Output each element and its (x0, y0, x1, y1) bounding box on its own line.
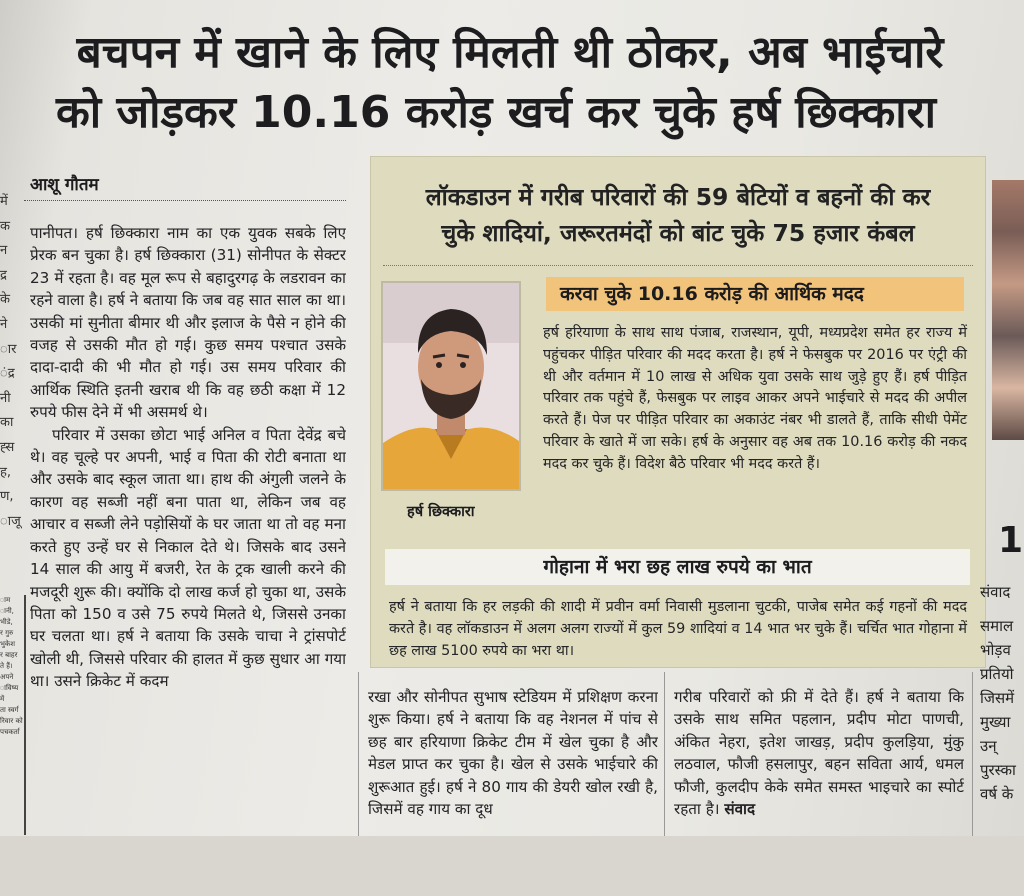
left-edge-line: ार (0, 341, 17, 357)
adjacent-line: मुख्या (980, 713, 1011, 731)
left-box-line: पचकर्ता (0, 728, 20, 736)
photo-caption: हर्ष छिक्कारा (407, 504, 475, 520)
spacer (980, 604, 1024, 614)
portrait-photo (381, 281, 521, 491)
byline-divider (24, 200, 346, 201)
left-edge-line: में (0, 194, 8, 209)
left-edge-line: ने (0, 316, 8, 332)
article-column-3 (674, 686, 964, 836)
box-subheading-1: करवा चुके 10.16 करोड़ की आर्थिक मदद (546, 277, 964, 311)
left-edge-line: न (0, 243, 8, 259)
left-edge-line: क (0, 218, 10, 234)
box-subheading-2: गोहाना में भरा छह लाख रुपये का भात (385, 549, 970, 585)
article-column-1 (30, 222, 346, 836)
column-divider (972, 672, 973, 836)
left-box-line: ानी, (0, 607, 14, 615)
credit-line: संवाद (724, 800, 756, 819)
left-edge-line: के (0, 292, 10, 308)
left-edge-line: द्र (0, 267, 7, 283)
adjacent-line: संवाद (980, 583, 1011, 601)
left-box-line: ाम (0, 596, 11, 604)
headline-line-2: को जोड़कर 10.16 करोड़ खर्च कर चुके हर्ष छिक्कारा (55, 87, 937, 138)
box-headline-line-1: लॉकडाउन में गरीब परिवारों की 59 बेटियों व बहनों की कर (425, 183, 931, 211)
left-box-line: र गुरु (0, 629, 14, 637)
box-headline-line-2: चुके शादियां, जरूरतमंदों को बांट चुके 75 हजार कंबल (441, 219, 915, 247)
highlight-box (370, 156, 986, 668)
left-edge-line: ण, (0, 489, 14, 505)
adjacent-line: समाल (980, 617, 1014, 635)
adjacent-line: उन् (980, 737, 997, 755)
left-edge-line: ह, (0, 464, 12, 480)
left-box-line: अपने (0, 673, 14, 681)
column-3-text: गरीब परिवारों को फ्री में देते हैं। हर्ष ने बताया कि उसके साथ समित पहलान, प्रदीप मोटा पाणची, अंकित नेहरा, इतेश जाखड़, प्रदीप कुलड़िया, मुंकु लठवाल, फौजी हसलापुर, बहन सविता आर्य, धमल फौजी, कुलदीप केके समेत समस्त भाइचारे का स्पोर्ट रहता है। (674, 688, 964, 819)
left-box-line: र बाहर (0, 651, 18, 659)
column-divider (358, 672, 359, 836)
left-box-line: ते हैं। (0, 662, 13, 670)
left-edge-line: ंद्र (0, 366, 15, 382)
left-edge-line: ह्स (0, 439, 15, 455)
left-adjacent-box (0, 595, 26, 835)
author-byline: आशू गौतम (30, 175, 99, 195)
box-body-2: हर्ष ने बताया कि हर लड़की की शादी में प्रवीन वर्मा निवासी मुडलाना चुटकी, पाजेब समेत कई गहनों की मदद करते है। वह लॉकडाउन में अलग अलग राज्यों में कुल 59 शादियां व 14 भात भर चुके हैं। चर्चित भात गोहाना में छह लाख 5100 रुपये का भरा था। (389, 599, 967, 659)
left-edge-line: नी (0, 390, 11, 406)
adjacent-line: जिसमें (980, 689, 1015, 707)
left-box-line: भुकेश (0, 640, 16, 648)
headline-line-1: बचपन में खाने के लिए मिलती थी ठोकर, अब भाईचारे (76, 27, 944, 78)
adjacent-line: पुरस्का (980, 761, 1016, 779)
paragraph: परिवार में उसका छोटा भाई अनिल व पिता देवेंद्र बचे थे। वह चूल्हे पर अपनी, भाई व पिता की रोटी बनाता था और उसके बाद स्कूल जाता था। हाथ की अंगुली जलने के कारण वह सब्जी नहीं बना पाता था, लेकिन जब वह आचार व सब्जी लेने पड़ोसियों के घर जाता था तो वह मना करते हुए उन्हें घर से निकाल देते थे। जिसके बाद उसने 14 साल की आयु में बजरी, रेत के ट्रक खाली करने की मजदूरी शुरू की। क्योंकि दो लाख कर्ज हो चुका था, उसके पिता को 150 व उसे 75 रुपये मिलते थे, जिससे उनका घर चलता था। हर्ष ने बताया कि उसके चाचा ने ट्रांसपोर्ट खोली थी, जिससे परिवार की हालत में कुछ सुधार आ गया था। उसने क्रिकेट में कदम (30, 425, 346, 691)
left-box-line: भीडे, (0, 618, 13, 626)
box-body-1: हर्ष हरियाणा के साथ साथ पंजाब, राजस्थान, यूपी, मध्यप्रदेश समेत हर राज्य में पहुंचकर पीड़ित परिवार की मदद करता है। हर्ष ने फेसबुक पर 2016 पर एंट्री की थी और वर्तमान में 10 लाख से अधिक युवा उसके साथ जुड़े हुए हैं। हर्ष पीड़ित परिवार तक पहुंचे हैं, फेसबुक पर लाइव आकर अपने भाईचारे से मदद की अपील करते हैं। पेज पर पीड़ित परिवार का अकाउंट नंबर भी डालते हैं, ताकि सीधी पेमेंट परिवार के खाते में जा सके। हर्ष के अनुसार वह अब तक 10.16 करोड़ की नकद मदद कर चुके हैं। विदेश बैठे परिवार भी मदद करते हैं। (543, 325, 967, 472)
left-edge-column (0, 190, 22, 550)
box-headline (371, 179, 985, 251)
adjacent-line: वर्ष के (980, 785, 1014, 803)
paragraph: पानीपत। हर्ष छिक्कारा नाम का एक युवक सबके लिए प्रेरक बन चुका है। हर्ष छिक्कारा (31) सोनीपत के सेक्टर 23 में रहता है। वह मूल रूप से बहादुरगढ़ के लडरावन का रहने वाला है। हर्ष ने बताया कि जब वह सात साल का था। उसकी मां सुनीता बीमार थी और इलाज के पैसे न होने की वजह से उसकी मौत हो गई। कुछ समय पश्चात उसके दादा-दादी की भी मौत हो गई। उस समय परिवार की आर्थिक स्थिति इतनी खराब थी कि वह छठी कक्षा में 12 रुपये फीस देने में भी असमर्थ थे। (30, 224, 346, 422)
left-box-line: ाविष्य में (0, 684, 19, 703)
left-edge-line: ाजू (0, 513, 21, 529)
adjacent-article-number: 1 (998, 520, 1024, 561)
article-column-2: रखा और सोनीपत सुभाष स्टेडियम में प्रशिक्षण करना शुरू किया। हर्ष ने बताया कि वह नेशनल में पांच से छह बार हरियाणा क्रिकेट टीम में खेल चुका है और मेडल प्राप्त कर चुका है। खेल से उसके भाईचारे की शुरूआत हुई। हर्ष ने 80 गाय की डेयरी खोल रखी है, जिसमें वह गाय का दूध (368, 688, 658, 819)
box-divider (383, 265, 973, 266)
portrait-illustration (383, 283, 519, 489)
adjacent-article-photo (992, 180, 1024, 440)
left-edge-line: का (0, 415, 14, 431)
adjacent-line: भोड़व (980, 641, 1011, 659)
adjacent-article-column (980, 580, 1024, 896)
left-box-line: ता स्वर्ग (0, 706, 19, 714)
left-box-line: रिवार को (0, 717, 23, 725)
adjacent-line: प्रतियो (980, 665, 1014, 683)
column-divider (664, 672, 665, 836)
